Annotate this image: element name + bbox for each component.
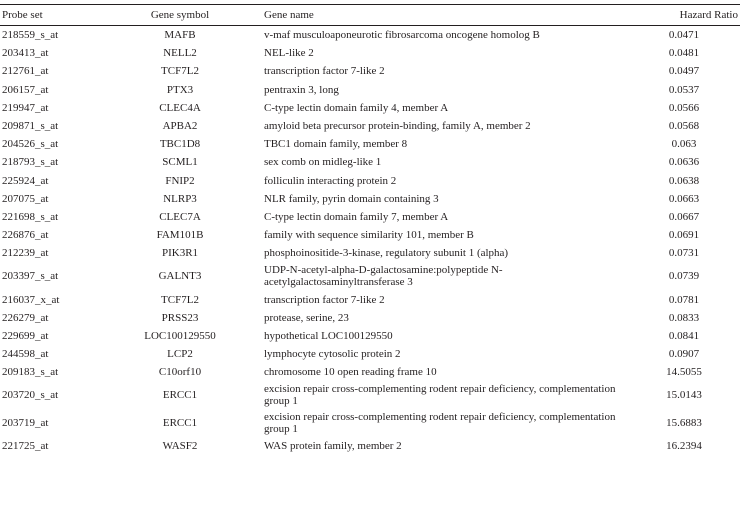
header-gene-name: Gene name: [264, 9, 314, 21]
cell-gene-symbol: FNIP2: [165, 174, 195, 187]
table-row: [0, 135, 740, 153]
table-row: [0, 26, 740, 44]
cell-gene-name: transcription factor 7-like 2: [264, 65, 385, 78]
cell-probe-set: 219947_at: [2, 101, 49, 114]
cell-gene-name: family with sequence similarity 101, member B: [264, 229, 474, 242]
cell-gene-name: chromosome 10 open reading frame 10: [264, 366, 437, 379]
cell-gene-symbol: NELL2: [163, 47, 197, 60]
cell-probe-set: 206157_at: [2, 83, 49, 96]
cell-hazard-ratio: 0.0568: [668, 120, 700, 133]
table-row: [0, 363, 740, 381]
cell-probe-set: 229699_at: [2, 329, 49, 342]
cell-hazard-ratio: 0.0471: [668, 29, 700, 42]
table-row: [0, 309, 740, 327]
header-gene-symbol: Gene symbol: [150, 9, 210, 21]
cell-hazard-ratio: 0.0841: [668, 329, 700, 342]
cell-gene-name: WAS protein family, member 2: [264, 440, 402, 453]
cell-gene-symbol: TCF7L2: [161, 65, 199, 78]
cell-probe-set: 218793_s_at: [2, 156, 59, 169]
cell-probe-set: 221725_at: [2, 440, 49, 453]
cell-probe-set: 212239_at: [2, 247, 49, 260]
table-row: [0, 437, 740, 455]
cell-probe-set: 218559_s_at: [2, 29, 59, 42]
cell-gene-name: UDP-N-acetyl-alpha-D-galactosamine:polypeptide N-acetylgalactosaminyltransferase 3: [264, 264, 503, 289]
cell-gene-symbol: MAFB: [164, 29, 196, 42]
table-row: [0, 208, 740, 226]
cell-gene-symbol: SCML1: [162, 156, 198, 169]
table-row: [0, 62, 740, 80]
cell-probe-set: 203719_at: [2, 417, 49, 430]
cell-gene-symbol: ERCC1: [162, 417, 198, 430]
cell-gene-symbol: GALNT3: [158, 270, 202, 283]
cell-gene-name: transcription factor 7-like 2: [264, 293, 385, 306]
cell-gene-name: NLR family, pyrin domain containing 3: [264, 192, 439, 205]
cell-hazard-ratio: 0.0781: [668, 293, 700, 306]
table-row: [0, 44, 740, 62]
cell-hazard-ratio: 0.0731: [668, 247, 700, 260]
table-row: [0, 327, 740, 345]
cell-hazard-ratio: 16.2394: [666, 440, 702, 453]
cell-gene-symbol: FAM101B: [156, 229, 204, 242]
cell-gene-symbol: PRSS23: [161, 311, 199, 324]
cell-gene-symbol: C10orf10: [158, 366, 202, 379]
cell-probe-set: 226279_at: [2, 311, 49, 324]
cell-gene-symbol: TBC1D8: [159, 138, 201, 151]
cell-gene-symbol: PTX3: [166, 83, 194, 96]
cell-probe-set: 212761_at: [2, 65, 49, 78]
table-row: [0, 172, 740, 190]
cell-hazard-ratio: 0.0663: [668, 192, 700, 205]
cell-hazard-ratio: 0.0497: [668, 65, 700, 78]
cell-probe-set: 209183_s_at: [2, 366, 59, 379]
cell-hazard-ratio: 0.0833: [668, 311, 700, 324]
table-row: [0, 381, 740, 409]
cell-hazard-ratio: 0.0537: [668, 83, 700, 96]
table-row: [0, 81, 740, 99]
cell-hazard-ratio: 0.0667: [668, 210, 700, 223]
cell-hazard-ratio: 0.0691: [668, 229, 700, 242]
cell-gene-name: hypothetical LOC100129550: [264, 329, 393, 342]
table-body: [0, 26, 740, 456]
cell-gene-name: phosphoinositide-3-kinase, regulatory subunit 1 (alpha): [264, 247, 509, 260]
table-row: [0, 117, 740, 135]
cell-gene-symbol: LOC100129550: [144, 329, 216, 342]
table-row: [0, 244, 740, 262]
cell-probe-set: 203397_s_at: [2, 270, 59, 283]
cell-gene-symbol: TCF7L2: [161, 293, 199, 306]
cell-hazard-ratio: 0.0739: [668, 270, 700, 283]
table-row: [0, 290, 740, 308]
cell-gene-name: excision repair cross-complementing rodent repair deficiency, complementation group 1: [264, 383, 616, 408]
table-row: [0, 409, 740, 437]
cell-probe-set: 216037_x_at: [2, 293, 60, 306]
cell-probe-set: 204526_s_at: [2, 138, 59, 151]
cell-hazard-ratio: 14.5055: [666, 366, 702, 379]
table-row: [0, 153, 740, 171]
cell-gene-symbol: CLEC4A: [159, 101, 201, 114]
cell-probe-set: 203413_at: [2, 47, 49, 60]
cell-gene-symbol: ERCC1: [162, 389, 198, 402]
cell-gene-symbol: LCP2: [167, 348, 193, 361]
table-row: [0, 99, 740, 117]
gene-table: [0, 4, 740, 456]
cell-gene-symbol: APBA2: [162, 120, 198, 133]
cell-gene-name: sex comb on midleg-like 1: [264, 156, 382, 169]
cell-gene-name: excision repair cross-complementing rodent repair deficiency, complementation group 1: [264, 411, 616, 436]
table-row: [0, 262, 740, 290]
cell-hazard-ratio: 0.0636: [668, 156, 700, 169]
cell-gene-name: folliculin interacting protein 2: [264, 174, 397, 187]
cell-gene-symbol: WASF2: [162, 440, 198, 453]
table-row: [0, 190, 740, 208]
cell-gene-name: protease, serine, 23: [264, 311, 349, 324]
cell-hazard-ratio: 0.0566: [668, 101, 700, 114]
cell-hazard-ratio: 0.0638: [668, 174, 700, 187]
header-probe-set: Probe set: [2, 9, 43, 21]
cell-gene-name: v-maf musculoaponeurotic fibrosarcoma oncogene homolog B: [264, 29, 540, 42]
table-row: [0, 345, 740, 363]
cell-hazard-ratio: 0.063: [671, 138, 697, 151]
cell-gene-name: pentraxin 3, long: [264, 83, 339, 96]
cell-gene-name: amyloid beta precursor protein-binding, family A, member 2: [264, 120, 531, 133]
table-row: [0, 226, 740, 244]
cell-gene-symbol: CLEC7A: [159, 210, 201, 223]
cell-probe-set: 207075_at: [2, 192, 49, 205]
cell-gene-name: TBC1 domain family, member 8: [264, 138, 408, 151]
cell-gene-name: NEL-like 2: [264, 47, 314, 60]
header-hazard-ratio: Hazard Ratio: [679, 9, 738, 21]
cell-gene-name: C-type lectin domain family 7, member A: [264, 210, 449, 223]
cell-probe-set: 221698_s_at: [2, 210, 59, 223]
cell-probe-set: 209871_s_at: [2, 120, 59, 133]
cell-hazard-ratio: 15.0143: [666, 389, 702, 402]
cell-hazard-ratio: 0.0481: [668, 47, 700, 60]
cell-probe-set: 226876_at: [2, 229, 49, 242]
cell-gene-symbol: PIK3R1: [161, 247, 199, 260]
cell-probe-set: 244598_at: [2, 348, 49, 361]
cell-gene-name: C-type lectin domain family 4, member A: [264, 101, 449, 114]
cell-probe-set: 225924_at: [2, 174, 49, 187]
cell-gene-name: lymphocyte cytosolic protein 2: [264, 348, 401, 361]
cell-gene-symbol: NLRP3: [163, 192, 197, 205]
cell-hazard-ratio: 15.6883: [666, 417, 702, 430]
cell-hazard-ratio: 0.0907: [668, 348, 700, 361]
table-header-row: [0, 5, 740, 25]
cell-probe-set: 203720_s_at: [2, 389, 59, 402]
